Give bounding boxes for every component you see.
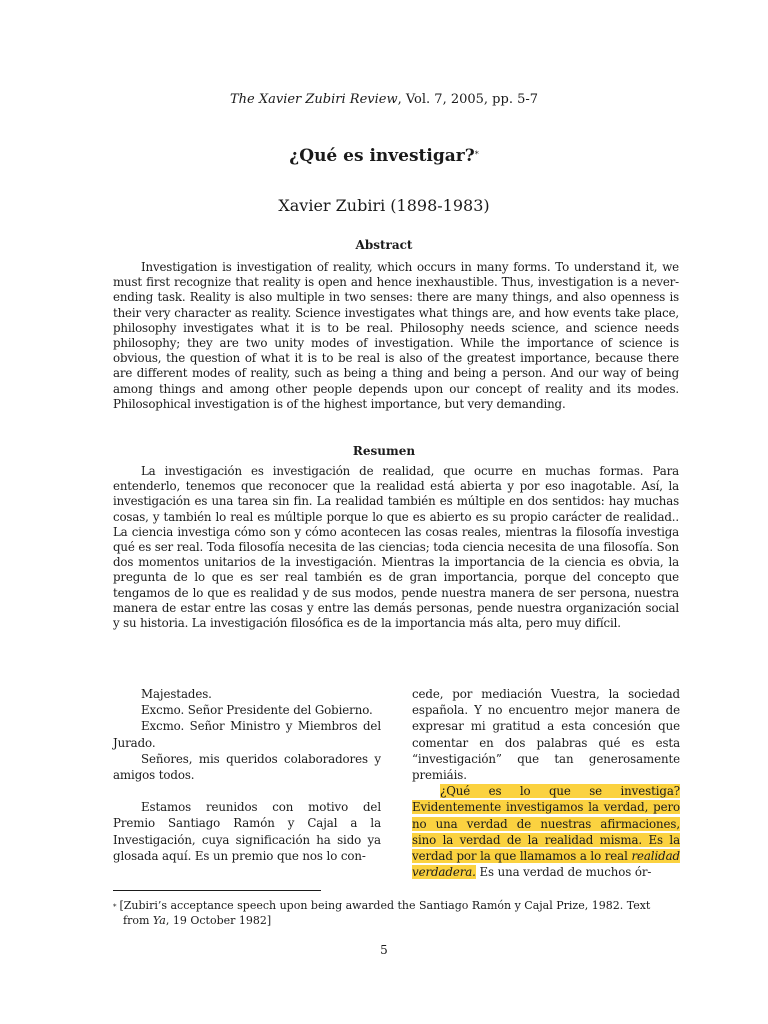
body-paragraph-1-continued: cede, por mediación Vuestra, la sociedad española. Y no encuentro mejor manera de expresar mi gratitud a esta concesión que comentar en dos palabras qué es esta “investigación” que tan generosamente premiáis. bbox=[412, 687, 680, 783]
highlighted-text: ¿Qué es lo que se investiga? Evidentemente investigamos la verdad, pero no una verdad de nuestras afirmaciones, sino la verdad de la realidad misma. Es la verdad por la que llamamos a lo real bbox=[412, 784, 680, 864]
footnote-mark: * bbox=[113, 903, 117, 911]
footnote-rule bbox=[113, 890, 321, 891]
body-paragraph-2 bbox=[412, 783, 680, 880]
salutation-ministro: Excmo. Señor Ministro y Miembros del Jurado. bbox=[113, 719, 381, 750]
salutation-senores: Señores, mis queridos colaboradores y amigos todos. bbox=[113, 751, 381, 783]
salutation-majestades: Majestades. bbox=[141, 687, 212, 701]
footnote-source-italic: Ya bbox=[152, 914, 166, 927]
title-footnote-mark: * bbox=[474, 150, 479, 159]
resumen-heading: Resumen bbox=[352, 444, 416, 458]
article-title-text: ¿Qué es investigar? bbox=[289, 146, 475, 166]
resumen-text: La investigación es investigación de realidad, que ocurre en muchas formas. Para entenderlo, tenemos que reconocer que la realidad está abierta y por eso inagotable. Así, la investigación es una tarea sin fin. La realidad también es múltiple en dos sentidos: hay muchas cosas, y también lo real es múltiple porque lo que es abierto es su propio carácter de realidad.. La ciencia investiga cómo son y cómo acontecen las cosas reales, mientras la filosofía investiga qué es ser real. Toda filosofía necesita de las ciencias; toda ciencia necesita de una filosofía. Son dos momentos unitarios de la investigación. Mientras la importancia de la ciencia es obvia, la pregunta de lo que es ser real también es de gran importancia, porque del concepto que tengamos de lo que es realidad y de sus modos, pende nuestra manera de ser persona, nuestra manera de estar entre las cosas y entre las demás personas, pende nuestra organización social y su historia. La investigación filosófica es de la importancia más alta, pero muy difícil. bbox=[113, 464, 679, 631]
footnote bbox=[113, 898, 679, 928]
journal-citation bbox=[0, 92, 768, 107]
abstract-text: Investigation is investigation of reality, which occurs in many forms. To understand it, we must first recognize that reality is open and hence inexhaustible. Thus, investigation is a never-ending task. Reality is also multiple in two senses: there are many things, and also openness is their very character as reality. Science investigates what things are, and how events take place, philosophy investigates what it is to be real. Philosophy needs science, and science needs philosophy; they are two unity modes of investigation. While the importance of science is obvious, the question of what it is to be real is also of the greatest importance, because there are different modes of reality, such as being a thing and being a person. And our way of being among things and among other people depends upon our concept of reality and its modes. Philosophical investigation is of the highest importance, but very demanding. bbox=[113, 260, 679, 411]
paragraph-2-rest: Es una verdad de muchos ór- bbox=[475, 865, 652, 880]
body-left-column bbox=[113, 686, 381, 864]
article-author: Xavier Zubiri (1898-1983) bbox=[278, 196, 490, 215]
footnote-text: [Zubiri’s acceptance speech upon being awarded the Santiago Ramón y Cajal Prize, 1982. Text from bbox=[119, 899, 651, 927]
salutation-presidente: Excmo. Señor Presidente del Gobierno. bbox=[141, 703, 373, 718]
body-right-column bbox=[412, 686, 680, 880]
journal-title: The Xavier Zubiri Review bbox=[229, 92, 398, 107]
highlighted-italic-text: realidad verdadera. bbox=[412, 849, 680, 880]
footnote-date: , 19 October 1982] bbox=[165, 914, 272, 927]
page-number: 5 bbox=[380, 943, 388, 957]
abstract-heading: Abstract bbox=[355, 238, 413, 252]
article-title bbox=[0, 146, 768, 166]
body-paragraph-1: Estamos reunidos con motivo del Premio Santiago Ramón y Cajal a la Investigación, cuya significación ha sido ya glosada aquí. Es un premio que nos lo con- bbox=[113, 800, 381, 863]
journal-volume-pages: , Vol. 7, 2005, pp. 5-7 bbox=[397, 92, 539, 107]
